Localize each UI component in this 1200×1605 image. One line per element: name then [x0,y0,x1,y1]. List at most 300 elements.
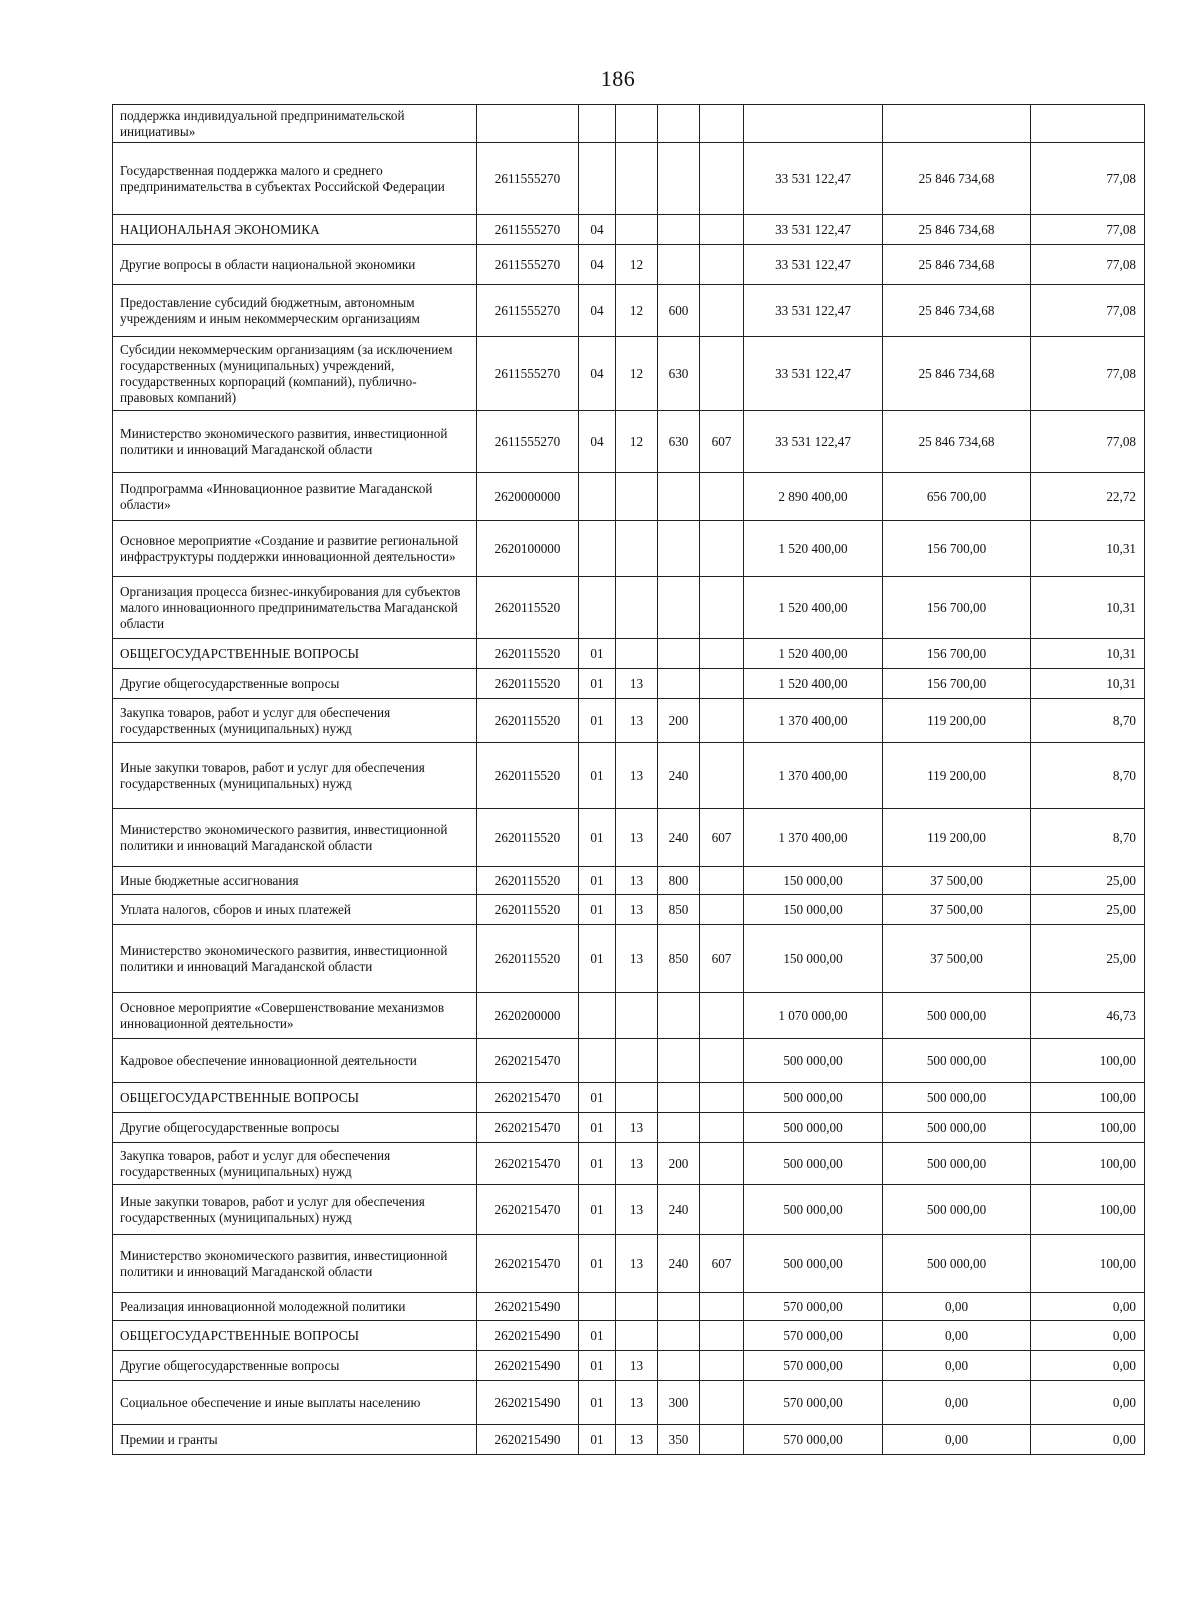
cell-admin-code [700,215,744,245]
cell-name: Субсидии некоммерческим организациям (за исключением государственных (муниципальных) учреждений, государственных корпораций (компаний), публично-правовых компаний) [113,337,477,411]
cell-name: Государственная поддержка малого и среднего предпринимательства в субъектах Российской Федерации [113,143,477,215]
cell-admin-code [700,473,744,521]
cell-target-article: 2620115520 [477,743,579,809]
cell-name: Закупка товаров, работ и услуг для обеспечения государственных (муниципальных) нужд [113,699,477,743]
cell-section: 04 [579,215,616,245]
cell-section [579,105,616,143]
cell-subsection: 13 [616,743,658,809]
cell-planned: 500 000,00 [744,1039,883,1083]
cell-section: 01 [579,743,616,809]
cell-target-article: 2620215470 [477,1113,579,1143]
cell-name: Иные бюджетные ассигнования [113,867,477,895]
cell-expense-type: 200 [658,1143,700,1185]
cell-executed: 500 000,00 [883,1235,1031,1293]
cell-executed: 37 500,00 [883,925,1031,993]
cell-percent: 10,31 [1031,521,1145,577]
cell-name: Уплата налогов, сборов и иных платежей [113,895,477,925]
cell-executed: 156 700,00 [883,521,1031,577]
cell-target-article: 2620115520 [477,577,579,639]
cell-percent: 10,31 [1031,577,1145,639]
cell-name: поддержка индивидуальной предпринимательской инициативы» [113,105,477,143]
cell-section: 04 [579,245,616,285]
cell-admin-code [700,993,744,1039]
cell-percent: 77,08 [1031,245,1145,285]
cell-executed: 119 200,00 [883,699,1031,743]
cell-subsection: 13 [616,1113,658,1143]
cell-executed: 119 200,00 [883,809,1031,867]
cell-percent: 100,00 [1031,1083,1145,1113]
table-row [113,473,1145,521]
cell-target-article: 2620100000 [477,521,579,577]
cell-expense-type [658,669,700,699]
cell-name: Организация процесса бизнес-инкубирования для субъектов малого инновационного предпринимательства Магаданской области [113,577,477,639]
cell-admin-code [700,245,744,285]
table-row [113,1083,1145,1113]
cell-percent: 100,00 [1031,1113,1145,1143]
cell-subsection [616,143,658,215]
cell-executed: 25 846 734,68 [883,143,1031,215]
cell-expense-type [658,1113,700,1143]
cell-planned: 570 000,00 [744,1293,883,1321]
cell-section: 01 [579,925,616,993]
cell-planned: 33 531 122,47 [744,143,883,215]
table-row [113,1381,1145,1425]
cell-target-article: 2620215470 [477,1039,579,1083]
cell-subsection: 13 [616,1425,658,1455]
cell-executed: 0,00 [883,1425,1031,1455]
cell-percent: 77,08 [1031,337,1145,411]
cell-percent: 100,00 [1031,1185,1145,1235]
cell-name: Министерство экономического развития, инвестиционной политики и инноваций Магаданской области [113,809,477,867]
cell-name: Реализация инновационной молодежной политики [113,1293,477,1321]
cell-expense-type [658,215,700,245]
cell-executed: 500 000,00 [883,1143,1031,1185]
table-row [113,1351,1145,1381]
cell-planned: 500 000,00 [744,1113,883,1143]
table-row [113,743,1145,809]
cell-name: Премии и гранты [113,1425,477,1455]
cell-executed: 500 000,00 [883,1083,1031,1113]
table-row [113,639,1145,669]
cell-expense-type: 800 [658,867,700,895]
cell-target-article: 2611555270 [477,245,579,285]
cell-executed: 0,00 [883,1293,1031,1321]
cell-target-article: 2620215490 [477,1381,579,1425]
cell-admin-code [700,1083,744,1113]
table-row [113,1293,1145,1321]
cell-executed: 656 700,00 [883,473,1031,521]
cell-planned [744,105,883,143]
cell-section: 04 [579,411,616,473]
cell-expense-type: 240 [658,743,700,809]
cell-subsection: 13 [616,925,658,993]
cell-name: НАЦИОНАЛЬНАЯ ЭКОНОМИКА [113,215,477,245]
cell-admin-code [700,337,744,411]
cell-subsection: 13 [616,809,658,867]
table-row [113,1039,1145,1083]
cell-admin-code [700,1185,744,1235]
cell-name: Другие вопросы в области национальной экономики [113,245,477,285]
cell-expense-type [658,1039,700,1083]
cell-admin-code [700,521,744,577]
cell-admin-code [700,699,744,743]
cell-subsection: 12 [616,411,658,473]
cell-executed: 0,00 [883,1351,1031,1381]
cell-expense-type [658,473,700,521]
table-row [113,867,1145,895]
cell-percent: 25,00 [1031,925,1145,993]
cell-target-article: 2620215490 [477,1321,579,1351]
cell-expense-type: 630 [658,411,700,473]
table-row [113,1143,1145,1185]
cell-section: 01 [579,1321,616,1351]
cell-section: 01 [579,1351,616,1381]
cell-planned: 500 000,00 [744,1143,883,1185]
cell-admin-code [700,1039,744,1083]
cell-section: 01 [579,1143,616,1185]
cell-section: 01 [579,1185,616,1235]
cell-subsection [616,215,658,245]
cell-expense-type [658,143,700,215]
cell-percent: 22,72 [1031,473,1145,521]
cell-subsection [616,1083,658,1113]
cell-admin-code [700,1293,744,1321]
cell-admin-code [700,105,744,143]
cell-section [579,993,616,1039]
cell-planned: 33 531 122,47 [744,215,883,245]
cell-percent: 77,08 [1031,411,1145,473]
cell-admin-code [700,1425,744,1455]
cell-percent: 10,31 [1031,639,1145,669]
cell-subsection: 13 [616,699,658,743]
cell-executed: 25 846 734,68 [883,337,1031,411]
cell-planned: 1 520 400,00 [744,577,883,639]
cell-subsection [616,473,658,521]
cell-name: Предоставление субсидий бюджетным, автономным учреждениям и иным некоммерческим организациям [113,285,477,337]
cell-expense-type [658,1083,700,1113]
cell-subsection: 13 [616,867,658,895]
cell-planned: 1 370 400,00 [744,699,883,743]
cell-name: Основное мероприятие «Совершенствование механизмов инновационной деятельности» [113,993,477,1039]
cell-planned: 500 000,00 [744,1235,883,1293]
cell-planned: 33 531 122,47 [744,411,883,473]
cell-section: 01 [579,1083,616,1113]
cell-percent: 10,31 [1031,669,1145,699]
cell-executed: 500 000,00 [883,993,1031,1039]
cell-target-article: 2620215470 [477,1083,579,1113]
cell-admin-code: 607 [700,925,744,993]
table-row [113,809,1145,867]
cell-planned: 570 000,00 [744,1321,883,1351]
cell-admin-code: 607 [700,411,744,473]
cell-percent: 0,00 [1031,1321,1145,1351]
cell-target-article: 2620115520 [477,809,579,867]
cell-executed: 156 700,00 [883,669,1031,699]
cell-percent: 0,00 [1031,1425,1145,1455]
cell-admin-code [700,669,744,699]
cell-planned: 150 000,00 [744,867,883,895]
cell-planned: 33 531 122,47 [744,285,883,337]
cell-executed: 0,00 [883,1381,1031,1425]
cell-target-article: 2620215490 [477,1425,579,1455]
cell-planned: 33 531 122,47 [744,245,883,285]
cell-executed: 25 846 734,68 [883,215,1031,245]
cell-target-article: 2620115520 [477,867,579,895]
cell-admin-code [700,1113,744,1143]
cell-percent: 0,00 [1031,1293,1145,1321]
cell-planned: 2 890 400,00 [744,473,883,521]
cell-percent: 0,00 [1031,1351,1145,1381]
cell-expense-type: 850 [658,925,700,993]
cell-section: 01 [579,809,616,867]
cell-section: 01 [579,699,616,743]
cell-section [579,521,616,577]
cell-section: 01 [579,639,616,669]
table-row [113,895,1145,925]
cell-target-article: 2620215470 [477,1143,579,1185]
cell-target-article: 2620215490 [477,1293,579,1321]
table-row [113,337,1145,411]
cell-section [579,1039,616,1083]
cell-target-article: 2620215490 [477,1351,579,1381]
table-row [113,1425,1145,1455]
cell-percent: 8,70 [1031,743,1145,809]
cell-name: Кадровое обеспечение инновационной деятельности [113,1039,477,1083]
cell-name: Другие общегосударственные вопросы [113,1113,477,1143]
cell-executed: 37 500,00 [883,867,1031,895]
cell-percent: 100,00 [1031,1143,1145,1185]
cell-section [579,143,616,215]
cell-executed: 156 700,00 [883,577,1031,639]
cell-section [579,473,616,521]
cell-expense-type [658,1321,700,1351]
cell-percent: 25,00 [1031,895,1145,925]
cell-expense-type [658,105,700,143]
cell-planned: 570 000,00 [744,1351,883,1381]
cell-subsection: 13 [616,1185,658,1235]
cell-executed: 156 700,00 [883,639,1031,669]
cell-executed: 25 846 734,68 [883,245,1031,285]
cell-admin-code: 607 [700,1235,744,1293]
cell-percent: 0,00 [1031,1381,1145,1425]
table-row [113,925,1145,993]
cell-section: 01 [579,1425,616,1455]
cell-percent: 100,00 [1031,1039,1145,1083]
cell-executed: 500 000,00 [883,1185,1031,1235]
cell-admin-code [700,639,744,669]
cell-expense-type [658,993,700,1039]
cell-subsection [616,105,658,143]
cell-expense-type: 240 [658,1185,700,1235]
cell-target-article: 2611555270 [477,337,579,411]
cell-expense-type [658,1293,700,1321]
cell-percent: 77,08 [1031,143,1145,215]
cell-target-article: 2620115520 [477,699,579,743]
cell-subsection: 12 [616,337,658,411]
cell-target-article: 2620215470 [477,1235,579,1293]
cell-name: Подпрограмма «Инновационное развитие Магаданской области» [113,473,477,521]
page-number: 186 [600,66,636,91]
table-row [113,993,1145,1039]
table-row [113,577,1145,639]
cell-admin-code [700,285,744,337]
cell-subsection: 13 [616,1381,658,1425]
cell-admin-code [700,1321,744,1351]
cell-percent: 100,00 [1031,1235,1145,1293]
cell-admin-code: 607 [700,809,744,867]
cell-admin-code [700,1143,744,1185]
cell-target-article: 2620215470 [477,1185,579,1235]
cell-subsection: 13 [616,1235,658,1293]
cell-section: 01 [579,895,616,925]
cell-target-article: 2620115520 [477,925,579,993]
cell-admin-code [700,743,744,809]
cell-expense-type [658,577,700,639]
cell-name: Закупка товаров, работ и услуг для обеспечения государственных (муниципальных) нужд [113,1143,477,1185]
cell-percent: 77,08 [1031,285,1145,337]
cell-expense-type: 240 [658,1235,700,1293]
cell-section: 01 [579,867,616,895]
cell-expense-type [658,639,700,669]
cell-section [579,577,616,639]
cell-admin-code [700,867,744,895]
cell-target-article [477,105,579,143]
table-row [113,1113,1145,1143]
cell-percent: 77,08 [1031,215,1145,245]
cell-name: Министерство экономического развития, инвестиционной политики и инноваций Магаданской области [113,411,477,473]
cell-expense-type [658,521,700,577]
cell-target-article: 2620000000 [477,473,579,521]
table-row [113,105,1145,143]
cell-section: 04 [579,337,616,411]
cell-executed: 500 000,00 [883,1039,1031,1083]
cell-admin-code [700,1351,744,1381]
cell-section: 01 [579,669,616,699]
cell-planned: 150 000,00 [744,895,883,925]
cell-section [579,1293,616,1321]
cell-name: Другие общегосударственные вопросы [113,669,477,699]
cell-subsection [616,639,658,669]
cell-name: Иные закупки товаров, работ и услуг для обеспечения государственных (муниципальных) нужд [113,743,477,809]
cell-target-article: 2611555270 [477,411,579,473]
cell-name: Иные закупки товаров, работ и услуг для обеспечения государственных (муниципальных) нужд [113,1185,477,1235]
cell-planned: 500 000,00 [744,1083,883,1113]
cell-target-article: 2611555270 [477,215,579,245]
cell-name: Другие общегосударственные вопросы [113,1351,477,1381]
cell-subsection [616,577,658,639]
cell-admin-code [700,1381,744,1425]
cell-section: 04 [579,285,616,337]
cell-executed: 0,00 [883,1321,1031,1351]
cell-planned: 1 070 000,00 [744,993,883,1039]
cell-name: Министерство экономического развития, инвестиционной политики и инноваций Магаданской области [113,925,477,993]
cell-planned: 1 370 400,00 [744,809,883,867]
cell-section: 01 [579,1381,616,1425]
cell-planned: 570 000,00 [744,1381,883,1425]
cell-planned: 150 000,00 [744,925,883,993]
cell-executed: 119 200,00 [883,743,1031,809]
cell-admin-code [700,895,744,925]
cell-executed: 25 846 734,68 [883,411,1031,473]
cell-subsection: 12 [616,245,658,285]
cell-name: ОБЩЕГОСУДАРСТВЕННЫЕ ВОПРОСЫ [113,1083,477,1113]
table-row [113,521,1145,577]
cell-name: Основное мероприятие «Создание и развитие региональной инфраструктуры поддержки инновационной деятельности» [113,521,477,577]
cell-executed [883,105,1031,143]
table-row [113,669,1145,699]
cell-executed: 500 000,00 [883,1113,1031,1143]
cell-planned: 1 520 400,00 [744,639,883,669]
cell-subsection [616,1039,658,1083]
cell-planned: 570 000,00 [744,1425,883,1455]
cell-subsection: 13 [616,1351,658,1381]
cell-target-article: 2620115520 [477,669,579,699]
table-row [113,699,1145,743]
cell-subsection [616,1321,658,1351]
cell-expense-type: 850 [658,895,700,925]
cell-admin-code [700,143,744,215]
table-row [113,1185,1145,1235]
table-body [113,105,1145,1455]
cell-expense-type [658,1351,700,1381]
cell-subsection: 13 [616,1143,658,1185]
cell-percent: 25,00 [1031,867,1145,895]
cell-target-article: 2620200000 [477,993,579,1039]
cell-expense-type: 300 [658,1381,700,1425]
cell-target-article: 2611555270 [477,143,579,215]
cell-percent: 8,70 [1031,809,1145,867]
cell-target-article: 2620115520 [477,895,579,925]
cell-expense-type [658,245,700,285]
cell-planned: 1 520 400,00 [744,521,883,577]
cell-executed: 25 846 734,68 [883,285,1031,337]
cell-target-article: 2620115520 [477,639,579,669]
budget-execution-table [112,104,1145,1455]
table-row [113,245,1145,285]
cell-planned: 1 520 400,00 [744,669,883,699]
cell-expense-type: 240 [658,809,700,867]
cell-subsection [616,993,658,1039]
cell-subsection [616,1293,658,1321]
cell-subsection [616,521,658,577]
cell-subsection: 12 [616,285,658,337]
cell-planned: 500 000,00 [744,1185,883,1235]
cell-planned: 1 370 400,00 [744,743,883,809]
cell-admin-code [700,577,744,639]
cell-planned: 33 531 122,47 [744,337,883,411]
cell-subsection: 13 [616,669,658,699]
cell-expense-type: 200 [658,699,700,743]
table-row [113,1321,1145,1351]
cell-section: 01 [579,1113,616,1143]
cell-expense-type: 600 [658,285,700,337]
cell-expense-type: 350 [658,1425,700,1455]
table-row [113,411,1145,473]
cell-percent [1031,105,1145,143]
cell-expense-type: 630 [658,337,700,411]
cell-name: Социальное обеспечение и иные выплаты населению [113,1381,477,1425]
cell-percent: 8,70 [1031,699,1145,743]
cell-target-article: 2611555270 [477,285,579,337]
table-row [113,215,1145,245]
table-row [113,143,1145,215]
cell-name: ОБЩЕГОСУДАРСТВЕННЫЕ ВОПРОСЫ [113,1321,477,1351]
cell-subsection: 13 [616,895,658,925]
cell-percent: 46,73 [1031,993,1145,1039]
cell-name: ОБЩЕГОСУДАРСТВЕННЫЕ ВОПРОСЫ [113,639,477,669]
table-row [113,1235,1145,1293]
cell-executed: 37 500,00 [883,895,1031,925]
